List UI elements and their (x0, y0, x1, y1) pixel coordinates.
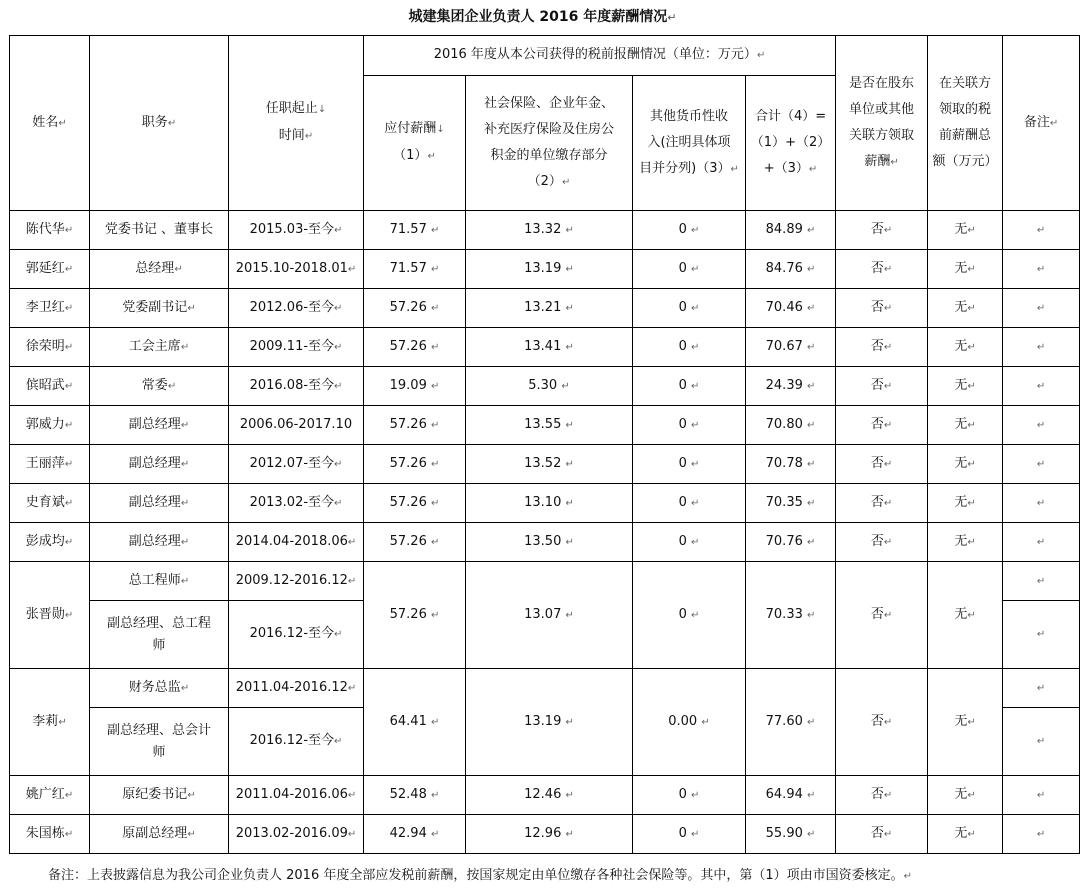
cell-insurance: 13.50 ↵ (466, 523, 633, 562)
cell-pay: 71.57 ↵ (364, 250, 466, 289)
cell-related-amount: 无↵ (928, 445, 1003, 484)
cell-other: 0 ↵ (633, 562, 746, 669)
cell-other: 0 ↵ (633, 523, 746, 562)
cell-related-pay: 否↵ (836, 484, 928, 523)
cell-term: 2009.11-至今↵ (229, 328, 364, 367)
cell-related-amount: 无↵ (928, 776, 1003, 815)
table-row (10, 484, 1080, 523)
cell-position: 副总经理、总工程 师 (90, 601, 229, 669)
cell-total: 70.35 ↵ (746, 484, 836, 523)
cell-term: 2014.04-2018.06↵ (229, 523, 364, 562)
cell-insurance: 13.21 ↵ (466, 289, 633, 328)
cell-name: 徐荣明↵ (10, 328, 90, 367)
cell-total: 70.78 ↵ (746, 445, 836, 484)
cell-other: 0 ↵ (633, 211, 746, 250)
cell-remark: ↵ (1003, 815, 1080, 854)
cell-pay: 52.48 ↵ (364, 776, 466, 815)
cell-total: 70.46 ↵ (746, 289, 836, 328)
cell-related-pay: 否↵ (836, 367, 928, 406)
cell-total: 24.39 ↵ (746, 367, 836, 406)
cell-remark: ↵ (1003, 484, 1080, 523)
cell-pay: 57.26 ↵ (364, 562, 466, 669)
cell-remark: ↵ (1003, 445, 1080, 484)
cell-position: 总经理↵ (90, 250, 229, 289)
cell-name: 彭成均↵ (10, 523, 90, 562)
cell-related-amount: 无↵ (928, 250, 1003, 289)
cell-other: 0 ↵ (633, 250, 746, 289)
cell-name: 陈代华↵ (10, 211, 90, 250)
header-remark: 备注↵ (1003, 36, 1080, 211)
table-row (10, 776, 1080, 815)
cell-position: 常委↵ (90, 367, 229, 406)
cell-remark: ↵ (1003, 523, 1080, 562)
cell-insurance: 13.32 ↵ (466, 211, 633, 250)
cell-name: 王丽萍↵ (10, 445, 90, 484)
cell-insurance: 13.19 ↵ (466, 669, 633, 776)
cell-remark: ↵ (1003, 250, 1080, 289)
header-total: 合计（4）= （1）+（2） +（3）↵ (746, 76, 836, 211)
salary-table (9, 35, 1080, 854)
cell-position: 副总经理↵ (90, 484, 229, 523)
cell-pay: 19.09 ↵ (364, 367, 466, 406)
cell-term: 2012.07-至今↵ (229, 445, 364, 484)
cell-position: 副总经理↵ (90, 445, 229, 484)
cell-position: 原纪委书记↵ (90, 776, 229, 815)
cell-position: 副总经理、总会计 师 (90, 708, 229, 776)
cell-pay: 57.26 ↵ (364, 523, 466, 562)
cell-name: 郭威力↵ (10, 406, 90, 445)
cell-total: 55.90 ↵ (746, 815, 836, 854)
cell-other: 0 ↵ (633, 406, 746, 445)
footnote: 备注：上表披露信息为我公司企业负责人 2016 年度全部应发税前薪酬，按国家规定由单位缴存各种社会保险等。其中，第（1）项由市国资委核定。↵ (48, 868, 913, 883)
cell-related-amount: 无↵ (928, 328, 1003, 367)
cell-total: 84.89 ↵ (746, 211, 836, 250)
table-row (10, 289, 1080, 328)
cell-term: 2016.12-至今↵ (229, 601, 364, 669)
cell-name: 郭延红↵ (10, 250, 90, 289)
title-text: 城建集团企业负责人 2016 年度薪酬情况 (408, 9, 668, 25)
cell-related-amount: 无↵ (928, 289, 1003, 328)
cell-other: 0 ↵ (633, 445, 746, 484)
cell-remark: ↵ (1003, 562, 1080, 601)
table-row (10, 406, 1080, 445)
cell-related-pay: 否↵ (836, 328, 928, 367)
cell-other: 0 ↵ (633, 815, 746, 854)
cell-pay: 57.26 ↵ (364, 328, 466, 367)
cell-related-pay: 否↵ (836, 250, 928, 289)
cell-term: 2013.02-至今↵ (229, 484, 364, 523)
cell-related-pay: 否↵ (836, 289, 928, 328)
table-row (10, 562, 1080, 601)
cell-related-amount: 无↵ (928, 211, 1003, 250)
cell-term: 2015.10-2018.01↵ (229, 250, 364, 289)
cell-term: 2012.06-至今↵ (229, 289, 364, 328)
cell-pay: 42.94 ↵ (364, 815, 466, 854)
header-group: 2016 年度从本公司获得的税前报酬情况（单位：万元）↵ (364, 36, 836, 76)
cell-position: 总工程师↵ (90, 562, 229, 601)
cell-term: 2006.06-2017.10 (229, 406, 364, 445)
cell-position: 工会主席↵ (90, 328, 229, 367)
cell-position: 副总经理↵ (90, 523, 229, 562)
table-row (10, 815, 1080, 854)
cell-related-amount: 无↵ (928, 406, 1003, 445)
cell-remark: ↵ (1003, 776, 1080, 815)
table-row (10, 328, 1080, 367)
cell-name: 张晋勋↵ (10, 562, 90, 669)
cell-pay: 71.57 ↵ (364, 211, 466, 250)
table-row (10, 367, 1080, 406)
cell-related-pay: 否↵ (836, 211, 928, 250)
cell-position: 党委书记 、董事长 (90, 211, 229, 250)
cell-related-amount: 无↵ (928, 669, 1003, 776)
cell-insurance: 13.55 ↵ (466, 406, 633, 445)
cell-related-pay: 否↵ (836, 523, 928, 562)
cell-pay: 57.26 ↵ (364, 406, 466, 445)
cell-remark: ↵ (1003, 211, 1080, 250)
cell-term: 2009.12-2016.12↵ (229, 562, 364, 601)
header-name: 姓名↵ (10, 36, 90, 211)
cell-remark: ↵ (1003, 406, 1080, 445)
table-row (10, 211, 1080, 250)
header-row-1 (10, 36, 1080, 76)
cell-term: 2016.12-至今↵ (229, 708, 364, 776)
cell-related-amount: 无↵ (928, 523, 1003, 562)
cell-name: 姚广红↵ (10, 776, 90, 815)
header-position: 职务↵ (90, 36, 229, 211)
cell-related-pay: 否↵ (836, 445, 928, 484)
cell-remark: ↵ (1003, 289, 1080, 328)
table-row (10, 669, 1080, 708)
cell-other: 0 ↵ (633, 328, 746, 367)
cell-insurance: 13.41 ↵ (466, 328, 633, 367)
cell-related-amount: 无↵ (928, 367, 1003, 406)
cell-other: 0 ↵ (633, 484, 746, 523)
cell-pay: 57.26 ↵ (364, 484, 466, 523)
cell-pay: 57.26 ↵ (364, 289, 466, 328)
header-insurance: 社会保险、企业年金、 补充医疗保险及住房公 积金的单位缴存部分 （2）↵ (466, 76, 633, 211)
cell-position: 原副总经理↵ (90, 815, 229, 854)
cell-term: 2015.03-至今↵ (229, 211, 364, 250)
cell-total: 64.94 ↵ (746, 776, 836, 815)
cell-pay: 64.41 ↵ (364, 669, 466, 776)
cell-total: 77.60 ↵ (746, 669, 836, 776)
cell-related-amount: 无↵ (928, 815, 1003, 854)
cell-related-pay: 否↵ (836, 815, 928, 854)
cell-total: 70.67 ↵ (746, 328, 836, 367)
cell-related-pay: 否↵ (836, 562, 928, 669)
cell-term: 2011.04-2016.12↵ (229, 669, 364, 708)
cell-name: 李卫红↵ (10, 289, 90, 328)
cell-other: 0 ↵ (633, 367, 746, 406)
table-row (10, 445, 1080, 484)
cell-total: 84.76 ↵ (746, 250, 836, 289)
cell-term: 2016.08-至今↵ (229, 367, 364, 406)
cell-insurance: 12.46 ↵ (466, 776, 633, 815)
cell-other: 0 ↵ (633, 289, 746, 328)
cell-related-amount: 无↵ (928, 484, 1003, 523)
cell-term: 2011.04-2016.06↵ (229, 776, 364, 815)
cell-insurance: 5.30 ↵ (466, 367, 633, 406)
cell-insurance: 13.19 ↵ (466, 250, 633, 289)
cell-position: 党委副书记↵ (90, 289, 229, 328)
cell-name: 朱国栋↵ (10, 815, 90, 854)
cell-position: 财务总监↵ (90, 669, 229, 708)
cell-related-pay: 否↵ (836, 669, 928, 776)
cell-remark: ↵ (1003, 669, 1080, 708)
cell-insurance: 13.10 ↵ (466, 484, 633, 523)
cell-remark: ↵ (1003, 367, 1080, 406)
header-related-pay: 是否在股东 单位或其他 关联方领取 薪酬↵ (836, 36, 928, 211)
cell-name: 李莉↵ (10, 669, 90, 776)
cell-related-pay: 否↵ (836, 406, 928, 445)
header-pay: 应付薪酬↓ （1）↵ (364, 76, 466, 211)
cell-remark: ↵ (1003, 708, 1080, 776)
cell-remark: ↵ (1003, 601, 1080, 669)
cell-other: 0.00 ↵ (633, 669, 746, 776)
cell-term: 2013.02-2016.09↵ (229, 815, 364, 854)
cell-position: 副总经理↵ (90, 406, 229, 445)
table-row (10, 523, 1080, 562)
cell-pay: 57.26 ↵ (364, 445, 466, 484)
header-other-income: 其他货币性收 入(注明具体项 目并分列)（3）↵ (633, 76, 746, 211)
header-term: 任职起止↓ 时间↵ (229, 36, 364, 211)
cell-name: 傧昭武↵ (10, 367, 90, 406)
cell-name: 史育斌↵ (10, 484, 90, 523)
table-title (0, 6, 1085, 26)
cell-total: 70.76 ↵ (746, 523, 836, 562)
cell-remark: ↵ (1003, 328, 1080, 367)
cell-total: 70.80 ↵ (746, 406, 836, 445)
cell-related-amount: 无↵ (928, 562, 1003, 669)
paragraph-mark: ↵ (667, 11, 677, 24)
cell-insurance: 13.52 ↵ (466, 445, 633, 484)
cell-insurance: 12.96 ↵ (466, 815, 633, 854)
cell-related-pay: 否↵ (836, 776, 928, 815)
cell-total: 70.33 ↵ (746, 562, 836, 669)
cell-other: 0 ↵ (633, 776, 746, 815)
cell-insurance: 13.07 ↵ (466, 562, 633, 669)
table-row (10, 250, 1080, 289)
header-related-amount: 在关联方 领取的税 前薪酬总 额（万元） (928, 36, 1003, 211)
